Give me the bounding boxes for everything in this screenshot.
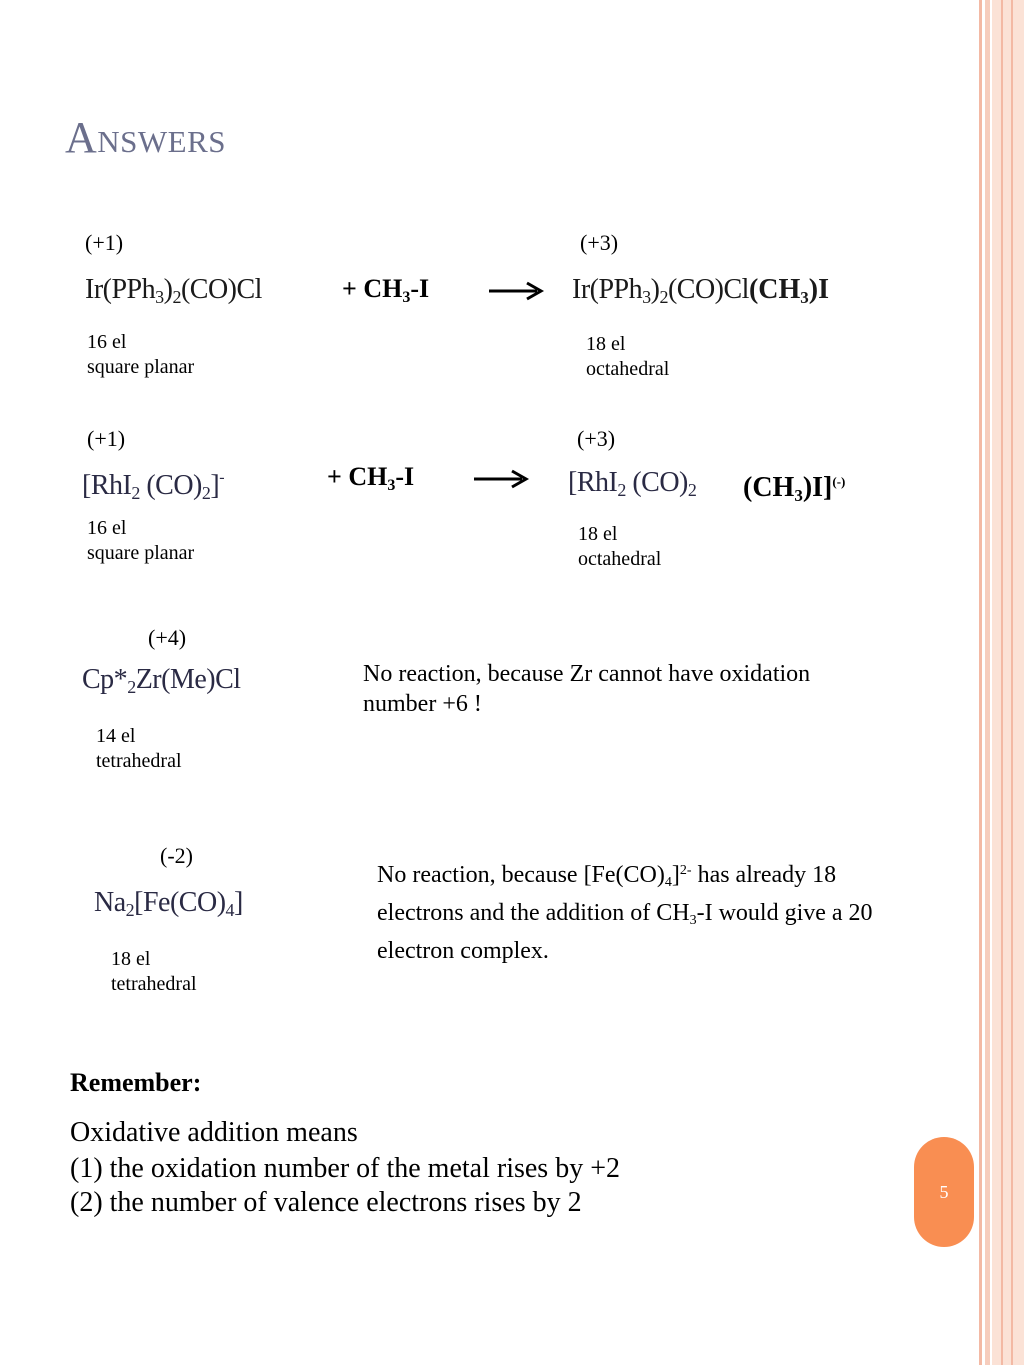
complex-formula: $Cp*_2Zr(Me)Cl$: [82, 664, 241, 697]
explanation-text: No reaction, because $[Fe(CO)_4]^{2-}$ has already 18 electrons and the addition of $CH_3-I$ would give a 20 electron complex.: [377, 862, 873, 964]
oxidation-state: (+3): [577, 426, 616, 451]
oxidation-state: (+4): [148, 625, 187, 650]
electron-count-label: 16 el square planar: [87, 331, 195, 378]
side-band: [992, 0, 1024, 1365]
side-stripe: [979, 0, 982, 1365]
remember-line: Oxidative addition means: [70, 1117, 358, 1148]
reactant-formula: [RhI$_2$ $(CO)_2]^-$: [82, 469, 225, 503]
added-group: $(CH_3)I$: [748, 274, 830, 307]
product-formula: [RhI$_2$ $(CO)_2$: [568, 467, 697, 500]
electron-count-label: 18 el octahedral: [586, 333, 670, 380]
reagent: + $CH_3-I$: [327, 462, 415, 494]
oxidation-state: (+1): [85, 230, 124, 255]
reagent: + $CH_3-I$: [342, 274, 430, 306]
added-group: $(CH_3)I]^{(-)}$: [743, 472, 846, 505]
remember-line: (2) the number of valence electrons rises by 2: [70, 1187, 582, 1218]
explanation-text: No reaction, because Zr cannot have oxidation number +6 !: [363, 661, 811, 717]
oxidation-state: (+1): [87, 426, 126, 451]
page-number-badge: 5: [914, 1137, 974, 1247]
oxidation-state: (+3): [580, 230, 619, 255]
electron-count-label: 18 el tetrahedral: [111, 948, 197, 995]
electron-count-label: 18 el octahedral: [578, 523, 662, 570]
remember-line: (1) the oxidation number of the metal rises by +2: [70, 1153, 620, 1184]
reactant-formula: $Ir(PPh_3)_2(CO)Cl$: [85, 274, 262, 307]
side-stripe: [985, 0, 990, 1365]
electron-count-label: 16 el square planar: [87, 517, 195, 564]
complex-formula: $Na_2[Fe(CO)_4]$: [94, 887, 243, 920]
oxidation-state: (-2): [160, 843, 193, 868]
reaction-arrow-icon: [472, 468, 532, 490]
reaction-arrow-icon: [487, 280, 547, 302]
electron-count-label: 14 el tetrahedral: [96, 725, 182, 772]
product-formula: $Ir(PPh_3)_2(CO)Cl(CH_3)I$: [572, 274, 830, 307]
side-stripe: [1011, 0, 1013, 1365]
remember-heading: Remember:: [70, 1068, 202, 1097]
slide-title: Answers: [65, 113, 227, 162]
side-stripe: [1001, 0, 1003, 1365]
